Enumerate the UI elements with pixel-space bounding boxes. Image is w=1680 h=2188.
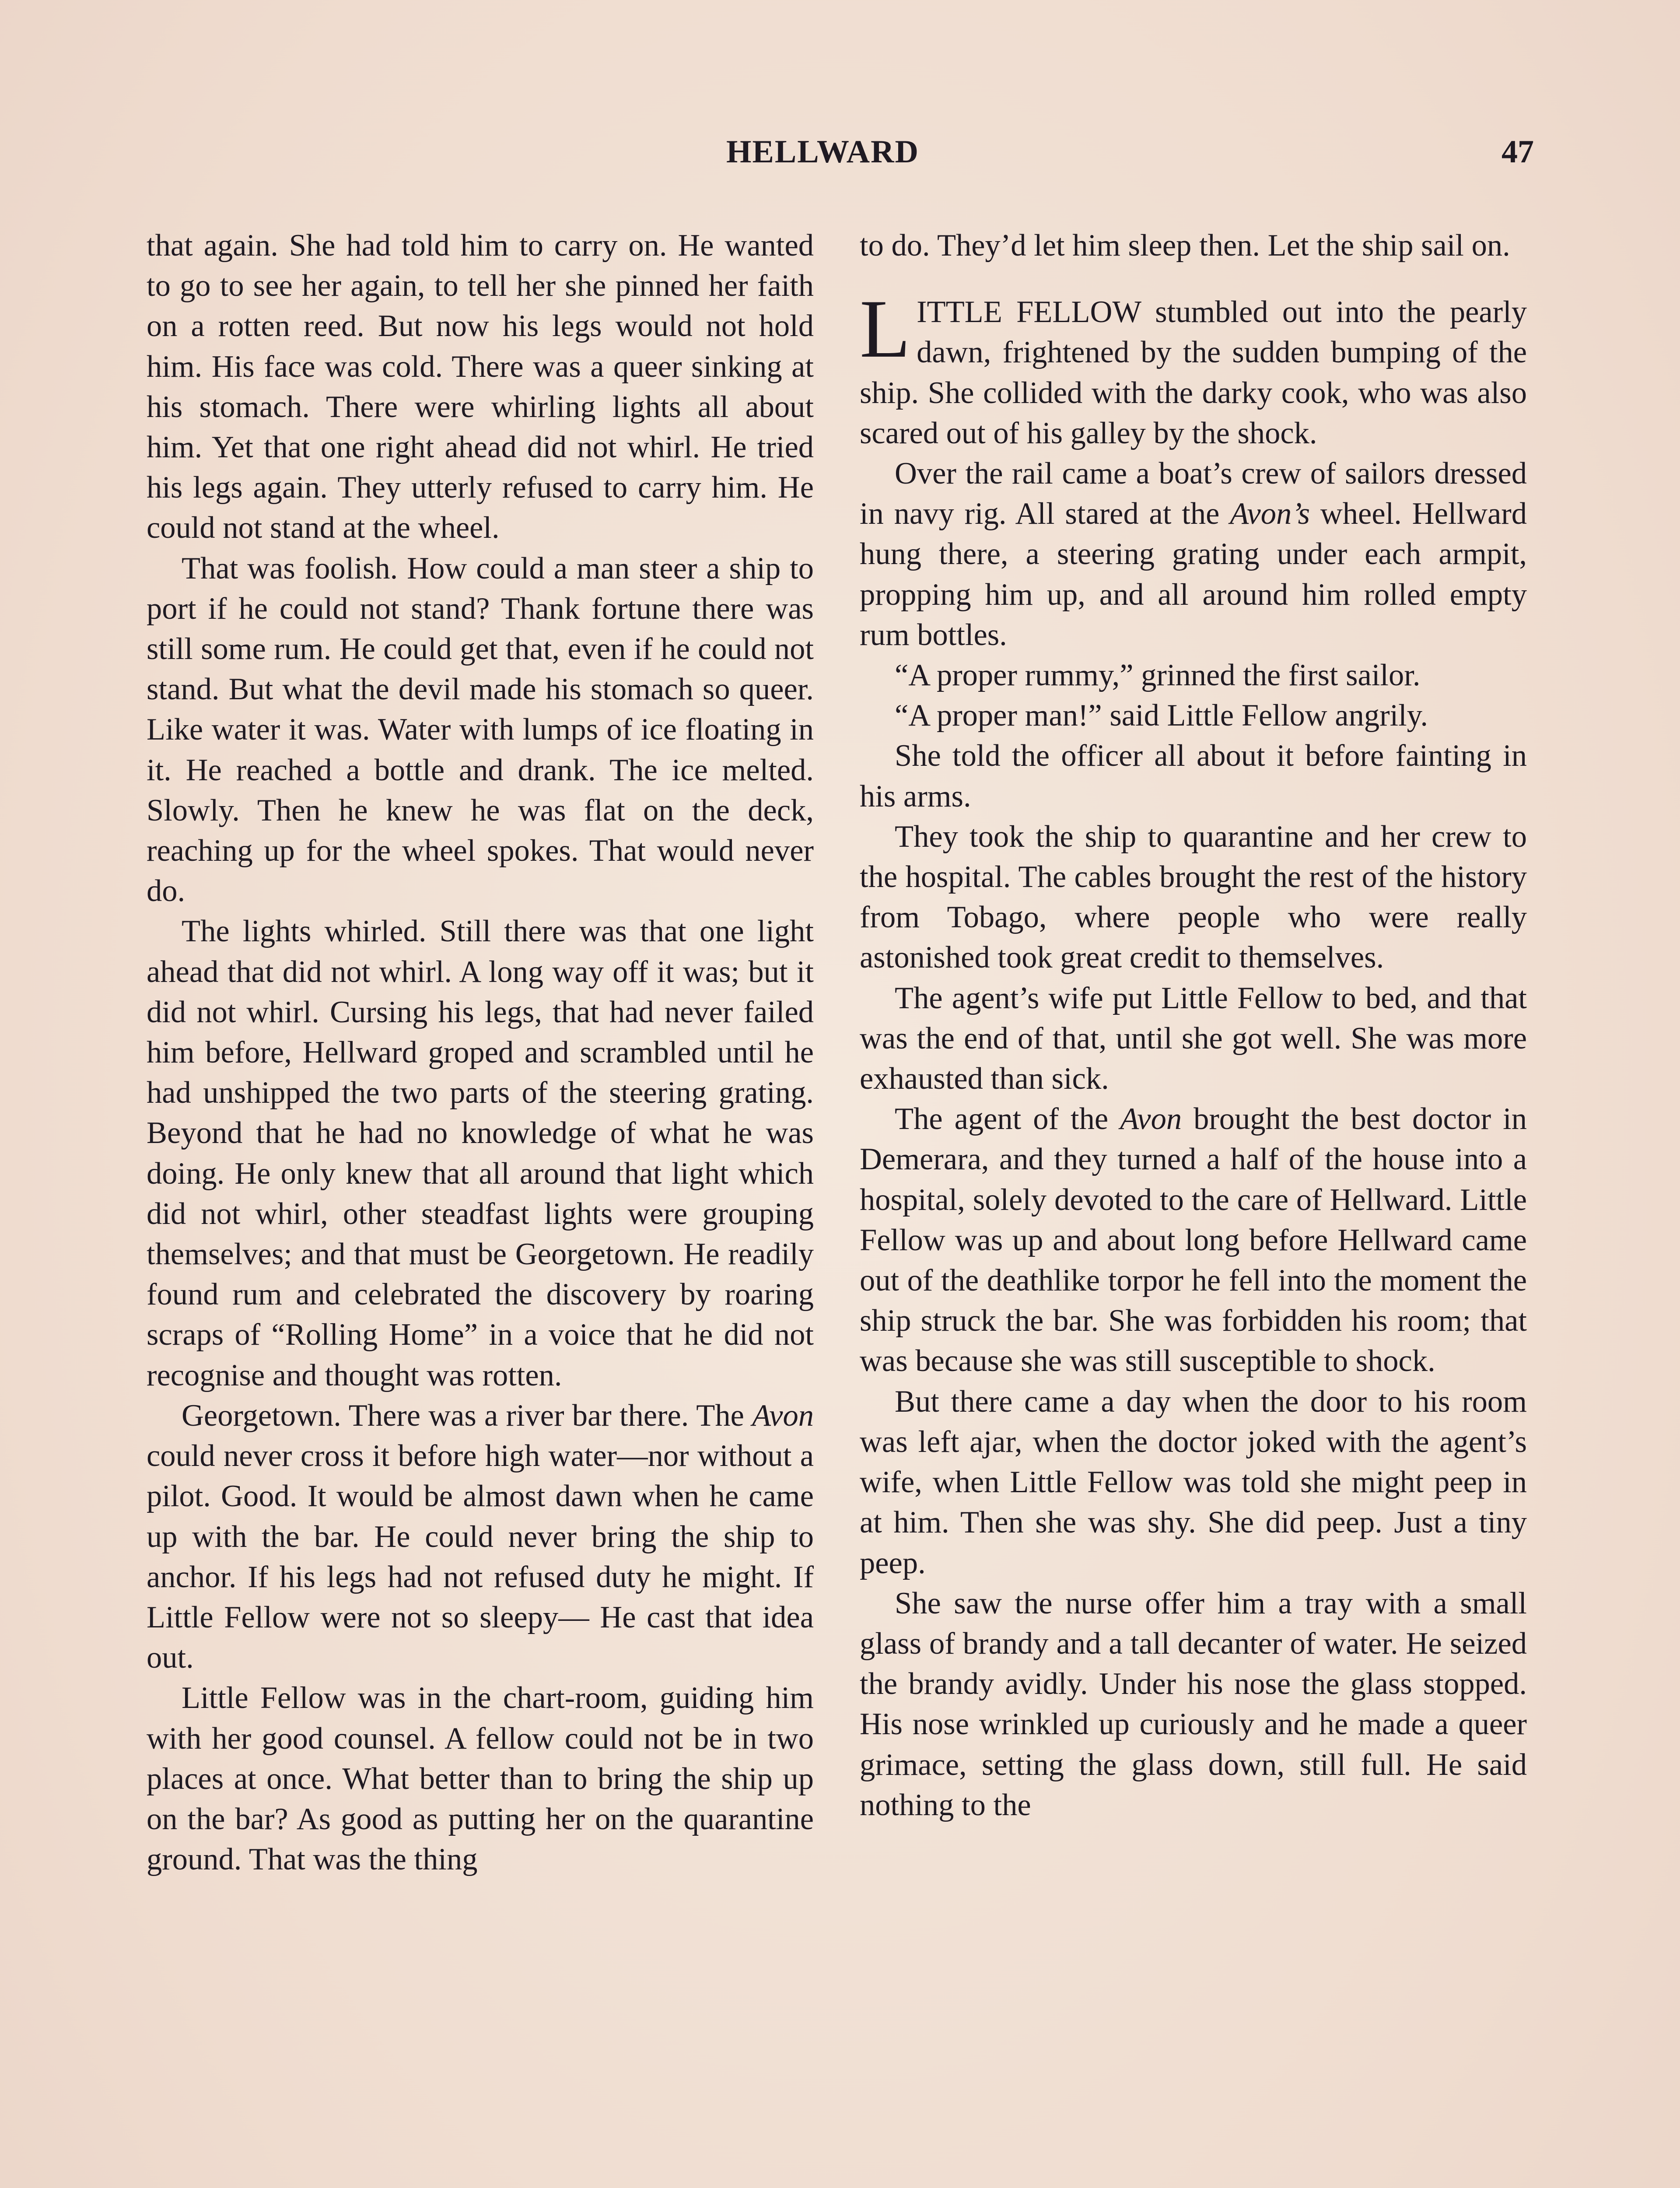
paragraph: “A proper man!” said Little Fellow angrily. [895, 698, 1428, 733]
paragraph: The agent’s wife put Little Fellow to bed, and that was the end of that, until she got well. She was more exhausted than sick. [860, 981, 1527, 1096]
paragraph-text: could never cross it before high water—nor without a pilot. Good. It would be almost dawn when he came up with the bar. He could never bring the ship to anchor. If his legs had not refused duty he might. If Little Fellow were not so sleepy— He cast that idea out. [147, 1439, 814, 1675]
running-title: HELLWARD [726, 134, 919, 170]
paragraph: to do. They’d let him sleep then. Let the ship sail on. [860, 228, 1510, 263]
ship-name: Avon [1120, 1102, 1182, 1136]
paragraph: She told the officer all about it before fainting in his arms. [860, 739, 1527, 813]
page-number: 47 [1502, 134, 1534, 170]
paragraph: That was foolish. How could a man steer a ship to port if he could not stand? Thank fortune there was still some rum. He could get that, even if he could not stand. But what the devil made his stomach so queer. Like water it was. Water with lumps of ice floating in it. He reached a bottle and drank. The ice melted. Slowly. Then he knew he was flat on the deck, reaching up for the wheel spokes. That would never do. [147, 551, 814, 908]
section-opening-paragraph [860, 283, 1527, 453]
drop-cap: L [860, 283, 911, 375]
paragraph: The lights whirled. Still there was that one light ahead that did not whirl. A long way off it was; but it did not whirl. Cursing his legs, that had never failed him before, Hellward groped and scrambled until he had unshipped the two parts of the steering grating. Beyond that he had no knowledge of what he was doing. He only knew that all around that light which did not whirl, other steadfast lights were grouping themselves; and that must be Georgetown. He readily found rum and celebrated the discovery by roaring scraps of “Rolling Home” in a voice that he did not recognise and thought was rotten. [147, 914, 814, 1392]
running-header [0, 133, 1680, 173]
small-caps-lead: ITTLE FELLOW [917, 295, 1141, 330]
paragraph: that again. She had told him to carry on. He wanted to go to see her again, to tell her she pinned her faith on a rotten reed. But now his legs would not hold him. His face was cold. There was a queer sinking at his stomach. There were whirling lights all about him. Yet that one right ahead did not whirl. He tried his legs again. They utterly refused to carry him. He could not stand at the wheel. [147, 228, 814, 545]
paragraph [147, 1396, 814, 1678]
paragraph-text: brought the best doctor in Demerara, and they turned a half of the house into a hospital, solely devoted to the care of Hellward. Little Fellow was up and about long before Hellward came out of the deathlike torpor he fell into the moment the ship struck the bar. She was forbidden his room; that was because she was still susceptible to shock. [860, 1102, 1527, 1378]
ship-name: Avon [752, 1398, 814, 1433]
paragraph-text: The agent of the [895, 1102, 1120, 1136]
right-text-column [860, 225, 1527, 1825]
paragraph: “A proper rummy,” grinned the first sailor. [895, 658, 1421, 693]
ship-name: Avon’s [1230, 497, 1310, 531]
paragraph-text: stumbled out into the pearly dawn, frightened by the sudden bumping of the ship. She collided with the darky cook, who was also scared out of his galley by the shock. [860, 295, 1527, 450]
paragraph: She saw the nurse offer him a tray with a small glass of brandy and a tall decanter of water. He seized the brandy avidly. Under his nose the glass stopped. His nose wrinkled up curiously and he made a queer grimace, setting the glass down, still full. He said nothing to the [860, 1586, 1527, 1822]
paragraph-text: wheel. Hellward hung there, a steering grating under each armpit, propping him up, and all around him rolled empty rum bottles. [860, 497, 1527, 652]
paragraph [860, 1099, 1527, 1381]
paragraph [860, 453, 1527, 655]
paragraph: Little Fellow was in the chart-room, guiding him with her good counsel. A fellow could not be in two places at once. What better than to bring the ship up on the bar? As good as putting her on the quarantine ground. That was the thing [147, 1681, 814, 1877]
left-text-column [147, 225, 814, 1879]
paragraph: But there came a day when the door to his room was left ajar, when the doctor joked with the agent’s wife, when Little Fellow was told she might peep in at him. Then she was shy. She did peep. Just a tiny peep. [860, 1384, 1527, 1580]
paragraph: They took the ship to quarantine and her crew to the hospital. The cables brought the rest of the history from Tobago, where people who were really astonished took great credit to themselves. [860, 819, 1527, 975]
paragraph-text: Georgetown. There was a river bar there. The [182, 1398, 752, 1433]
paragraph-text: Over the rail came a boat’s crew of sailors dressed in navy rig. All stared at the [860, 456, 1527, 531]
